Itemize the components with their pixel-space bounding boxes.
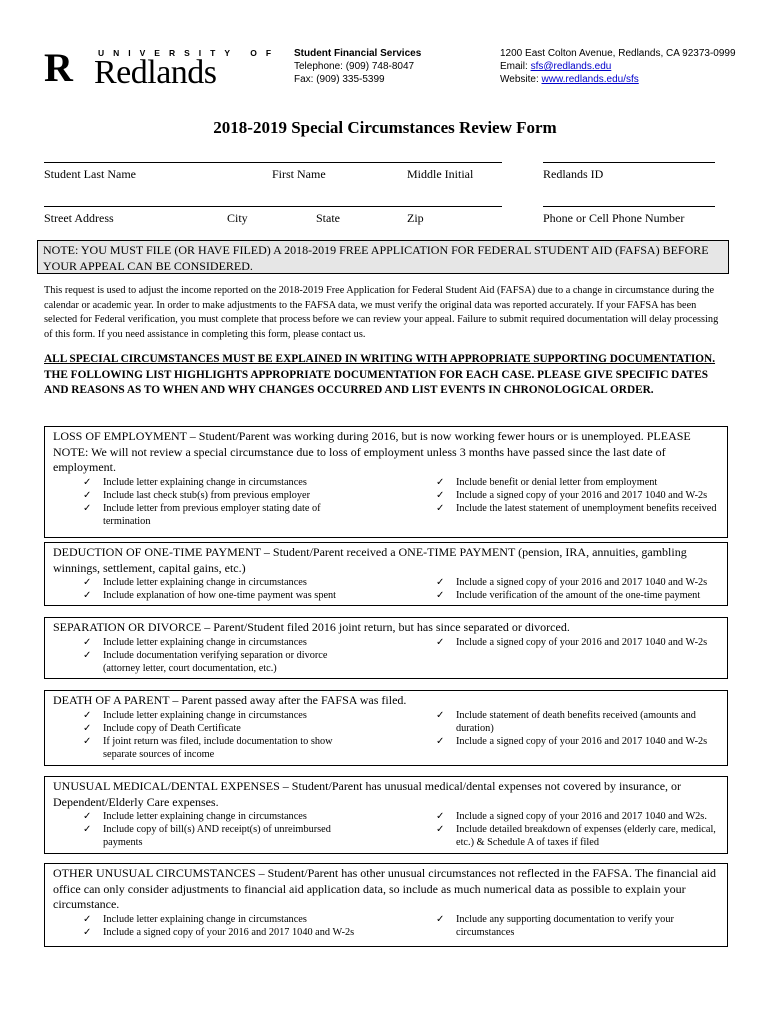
checkmark-icon: ✓ xyxy=(436,735,445,747)
section-heading: SEPARATION OR DIVORCE – Parent/Student filed 2016 joint return, but has since separated or divorced. xyxy=(53,620,570,634)
checkmark-icon: ✓ xyxy=(83,502,92,514)
checkmark-icon: ✓ xyxy=(436,709,445,721)
checklist-item: ✓ Include letter explaining change in circumstances xyxy=(83,913,307,925)
email-link[interactable]: sfs@redlands.edu xyxy=(530,61,612,72)
checklist-item: ✓ Include letter from previous employer stating date of termination xyxy=(83,502,321,527)
checklist-item: ✓ Include a signed copy of your 2016 and 2017 1040 and W-2s xyxy=(436,489,708,501)
checklist-left xyxy=(83,576,363,602)
checkmark-icon: ✓ xyxy=(436,636,445,648)
checklist-left xyxy=(83,636,363,675)
checklist-item: ✓ If joint return was filed, include documentation to show separate sources of income xyxy=(83,735,333,760)
checklist-item: ✓ Include copy of bill(s) AND receipt(s) of unreimbursed payments xyxy=(83,824,331,848)
intro-paragraph: This request is used to adjust the income reported on the 2018-2019 Free Application for Federal Student Aid (FAFSA) due to a change in circumstance during the calendar or academic year. In order to make adjustments to the FAFSA data, we must verify the original data was reported accurately. If your FAFSA has been selected for Federal verification, you must complete that process before we can review your appeal. Failure to submit required documentation will delay processing of this form. If you need assistance in completing this form, please contact us. xyxy=(44,285,719,340)
checklist-left xyxy=(83,913,363,939)
checklist-item: ✓ Include letter explaining change in circumstances xyxy=(83,577,307,588)
office-address: 1200 East Colton Avenue, Redlands, CA 92373-0999 xyxy=(500,48,736,59)
office-contact xyxy=(294,47,421,86)
checkmark-icon: ✓ xyxy=(83,913,92,925)
form-title: 2018-2019 Special Circumstances Review Form xyxy=(213,118,557,137)
checklist-item: ✓ Include detailed breakdown of expenses (elderly care, medical, etc.) & Schedule A of taxes if filed xyxy=(436,824,716,848)
checklist-item: ✓ Include letter explaining change in circumstances xyxy=(83,709,307,721)
name-entry-line[interactable] xyxy=(44,162,502,163)
checklist-item: ✓ Include last check stub(s) from previous employer xyxy=(83,489,311,501)
checkmark-icon: ✓ xyxy=(83,735,92,747)
checklist-item: ✓ Include a signed copy of your 2016 and 2017 1040 and W-2s xyxy=(436,577,708,588)
checkmark-icon: ✓ xyxy=(83,590,92,601)
checkmark-icon: ✓ xyxy=(83,476,92,488)
checklist-item: ✓ Include verification of the amount of the one-time payment xyxy=(436,590,701,601)
checkmark-icon: ✓ xyxy=(83,636,92,648)
checkmark-icon: ✓ xyxy=(436,502,445,514)
label-zip: Zip xyxy=(407,211,424,225)
checklist-right xyxy=(436,913,726,939)
checklist-item: ✓ Include benefit or denial letter from employment xyxy=(436,476,658,488)
email-line xyxy=(500,60,736,73)
checklist-item: ✓ Include any supporting documentation to verify your circumstances xyxy=(436,913,674,938)
section-separation-divorce xyxy=(44,617,728,679)
checkmark-icon: ✓ xyxy=(83,722,92,734)
checklist-left xyxy=(83,810,363,849)
checklist-item: ✓ Include a signed copy of your 2016 and 2017 1040 and W2s. xyxy=(436,811,707,822)
checklist-left xyxy=(83,476,363,528)
checkmark-icon: ✓ xyxy=(83,709,92,721)
checklist-right xyxy=(436,636,726,649)
label-city: City xyxy=(227,211,248,225)
checkmark-icon: ✓ xyxy=(436,577,445,588)
checkmark-icon: ✓ xyxy=(83,926,92,938)
checklist-item: ✓ Include letter explaining change in circumstances xyxy=(83,636,307,648)
office-telephone: Telephone: (909) 748-8047 xyxy=(294,61,415,72)
checklist-item: ✓ Include letter explaining change in circumstances xyxy=(83,811,307,822)
section-other-circumstances xyxy=(44,863,728,947)
instructions-underlined: ALL SPECIAL CIRCUMSTANCES MUST BE EXPLAINED IN WRITING WITH APPROPRIATE SUPPORTING DOCUMENTATION. xyxy=(44,353,716,365)
instructions-rest: THE FOLLOWING LIST HIGHLIGHTS APPROPRIATE DOCUMENTATION FOR EACH CASE. PLEASE GIVE SPECIFIC DATES AND REASONS AS TO WHEN AND WHY CHANGES OCCURRED AND LIST EVENTS IN CHRONOLOGICAL ORDER. xyxy=(44,368,709,396)
label-state: State xyxy=(316,211,340,225)
checklist-item: ✓ Include a signed copy of your 2016 and 2017 1040 and W-2s xyxy=(436,636,708,648)
checkmark-icon: ✓ xyxy=(436,824,445,835)
redlands-id-entry-line[interactable] xyxy=(543,162,715,163)
address-entry-line[interactable] xyxy=(44,206,502,207)
checkmark-icon: ✓ xyxy=(83,489,92,501)
checklist-item: ✓ Include a signed copy of your 2016 and 2017 1040 and W-2s xyxy=(83,926,355,938)
checklist-item: ✓ Include explanation of how one-time payment was spent xyxy=(83,590,337,601)
label-middle-initial: Middle Initial xyxy=(407,167,474,181)
label-first-name: First Name xyxy=(272,167,326,181)
section-heading: DEDUCTION OF ONE-TIME PAYMENT – Student/Parent received a ONE-TIME PAYMENT (pension, IRA, annuities, gambling winnings, settlement, capital gains, etc.) xyxy=(53,545,687,575)
label-street-address: Street Address xyxy=(44,211,114,225)
checkmark-icon: ✓ xyxy=(83,649,92,661)
email-label: Email: xyxy=(500,61,531,72)
checkmark-icon: ✓ xyxy=(436,489,445,501)
website-link[interactable]: www.redlands.edu/sfs xyxy=(541,74,639,85)
documentation-instructions xyxy=(44,352,734,399)
checkmark-icon: ✓ xyxy=(83,811,92,822)
checklist-item: ✓ Include copy of Death Certificate xyxy=(83,722,241,734)
website-label: Website: xyxy=(500,74,542,85)
checklist-right xyxy=(436,810,726,849)
logo-redlands: Redlands xyxy=(94,54,217,91)
section-loss-of-employment xyxy=(44,426,728,538)
label-redlands-id: Redlands ID xyxy=(543,167,604,181)
checklist-item: ✓ Include a signed copy of your 2016 and 2017 1040 and W-2s xyxy=(436,735,708,747)
checkmark-icon: ✓ xyxy=(83,577,92,588)
checkmark-icon: ✓ xyxy=(436,476,445,488)
checkmark-icon: ✓ xyxy=(436,811,445,822)
checklist-item: ✓ Include documentation verifying separation or divorce (attorney letter, court documentation, etc.) xyxy=(83,649,328,674)
office-fax: Fax: (909) 335-5399 xyxy=(294,74,385,85)
section-death-of-parent xyxy=(44,690,728,766)
checklist-item: ✓ Include letter explaining change in circumstances xyxy=(83,476,307,488)
phone-entry-line[interactable] xyxy=(543,206,715,207)
checkmark-icon: ✓ xyxy=(83,824,92,835)
university-logo xyxy=(44,44,281,92)
logo-university-of: UNIVERSITY OF xyxy=(98,48,281,58)
checklist-item: ✓ Include statement of death benefits received (amounts and duration) xyxy=(436,709,696,734)
logo-mark: R xyxy=(44,45,69,90)
section-one-time-payment xyxy=(44,542,728,606)
section-heading: OTHER UNUSUAL CIRCUMSTANCES – Student/Parent has other unusual circumstances not reflected in the FAFSA. The financial aid office can only consider adjustments to financial aid application data, so include as much numerical data as possible to explain your circumstance. xyxy=(53,866,717,911)
checklist-right xyxy=(436,476,726,515)
label-phone: Phone or Cell Phone Number xyxy=(543,211,685,225)
section-medical-dental-expenses xyxy=(44,776,728,854)
office-address-block xyxy=(500,47,736,86)
checklist-right xyxy=(436,576,726,602)
fafsa-note: NOTE: YOU MUST FILE (OR HAVE FILED) A 2018-2019 FREE APPLICATION FOR FEDERAL STUDENT AID (FAFSA) BEFORE YOUR APPEAL CAN BE CONSIDERED. xyxy=(37,240,729,274)
section-heading: LOSS OF EMPLOYMENT – Student/Parent was working during 2016, but is now working fewer hours or is unemployed. PLEASE NOTE: We will not review a special circumstance due to loss of employment unless 3 months have passed since the last date of employment. xyxy=(53,429,691,474)
office-name: Student Financial Services xyxy=(294,48,422,59)
section-heading: UNUSUAL MEDICAL/DENTAL EXPENSES – Student/Parent has unusual medical/dental expenses not covered by insurance, or Dependent/Elderly Care expenses. xyxy=(53,779,682,809)
checklist-left xyxy=(83,709,363,761)
checkmark-icon: ✓ xyxy=(436,590,445,601)
checklist-right xyxy=(436,709,726,748)
checkmark-icon: ✓ xyxy=(436,913,445,925)
checklist-item: ✓ Include the latest statement of unemployment benefits received xyxy=(436,502,717,514)
section-heading: DEATH OF A PARENT – Parent passed away after the FAFSA was filed. xyxy=(53,693,407,707)
label-last-name: Student Last Name xyxy=(44,167,136,181)
website-line xyxy=(500,73,736,86)
